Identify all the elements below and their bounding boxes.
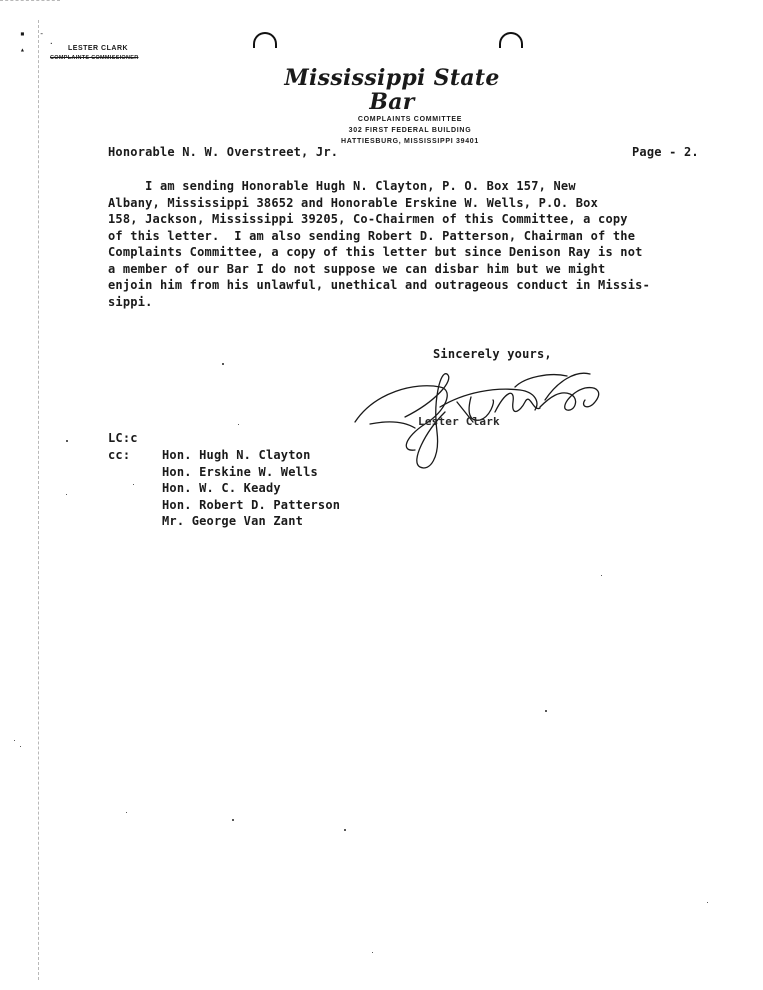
- letterhead: [270, 66, 510, 147]
- corner-marks: ▪ - . ▴: [20, 29, 54, 54]
- cc-recipient: Hon. Erskine W. Wells: [162, 464, 318, 479]
- punch-hole-right: [499, 32, 523, 48]
- letterhead-title: Mississippi State Bar: [284, 65, 500, 116]
- signer-name: Lester Clark: [418, 415, 500, 428]
- letterhead-committee: COMPLAINTS COMMITTEE: [357, 116, 463, 124]
- body-line: a member of our Bar I do not suppose we can disbar him but we might: [108, 261, 606, 276]
- body-line: Complaints Committee, a copy of this letter but since Denison Ray is not: [108, 245, 643, 259]
- body-line: Albany, Mississippi 38652 and Honorable Erskine W. Wells, P.O. Box: [108, 195, 599, 210]
- body-line: enjoin him from his unlawful, unethical and outrageous conduct in Missis-: [108, 278, 650, 292]
- typist-initials: LC:c: [108, 431, 138, 445]
- cc-recipient: Hon. W. C. Keady: [162, 481, 281, 495]
- cc-recipient: Mr. George Van Zant: [162, 514, 304, 528]
- left-margin-dashes: [38, 20, 39, 980]
- cc-list: [162, 447, 340, 530]
- body-paragraph: [108, 178, 678, 310]
- cc-recipient: Hon. Robert D. Patterson: [162, 497, 341, 512]
- letterhead-address-line1: 302 FIRST FEDERAL BUILDING: [348, 127, 472, 135]
- corner-name: LESTER CLARK: [68, 45, 129, 52]
- body-line: 158, Jackson, Mississippi 39205, Co-Chairmen of this Committee, a copy: [108, 212, 628, 226]
- punch-hole-left: [253, 32, 277, 48]
- top-edge-dashes: [0, 0, 60, 1]
- body-line: of this letter. I am also sending Robert D. Patterson, Chairman of the: [108, 228, 636, 243]
- addressee: Honorable N. W. Overstreet, Jr.: [108, 145, 339, 159]
- page-number: Page - 2.: [632, 145, 699, 159]
- letterhead-address-line2: HATTIESBURG, MISSISSIPPI 39401: [341, 138, 479, 146]
- body-line: I am sending Honorable Hugh N. Clayton, P. O. Box 157, New: [108, 179, 576, 193]
- cc-label: cc:: [108, 448, 131, 462]
- corner-title: COMPLAINTS COMMISSIONER: [50, 55, 139, 61]
- closing: Sincerely yours,: [433, 347, 552, 361]
- cc-recipient: Hon. Hugh N. Clayton: [162, 448, 311, 462]
- body-line: sippi.: [108, 294, 153, 309]
